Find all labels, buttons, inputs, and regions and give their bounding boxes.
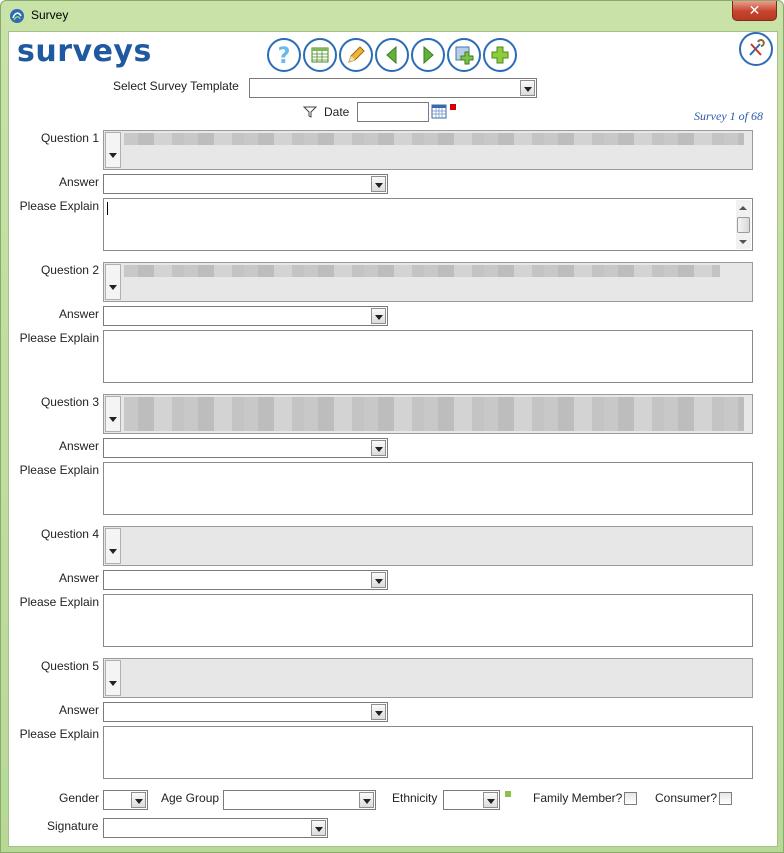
chevron-down-icon[interactable] [371,176,386,192]
gender-label: Gender [59,791,100,805]
question-text-redacted [124,397,744,415]
question-label: Question 1 [40,131,99,145]
question-text-redacted [124,265,720,277]
scroll-down-icon[interactable] [739,240,747,244]
signature-label: Signature [47,819,99,833]
explain-label: Please Explain [19,727,99,741]
filter-icon[interactable] [303,105,317,119]
chevron-down-icon[interactable] [483,792,498,808]
consumer-checkbox[interactable] [719,792,732,805]
close-form-button[interactable] [739,32,773,66]
list-view-button[interactable] [303,38,337,72]
chevron-down-icon[interactable] [105,132,121,168]
template-label: Select Survey Template [113,79,239,93]
answer-label: Answer [58,439,99,453]
ethnicity-label: Ethnicity [392,791,438,805]
question-dropdown[interactable] [103,262,753,302]
duplicate-button[interactable] [447,38,481,72]
question-dropdown[interactable] [103,394,753,434]
chevron-down-icon[interactable] [105,660,121,696]
grid-icon [309,44,331,66]
add-icon [489,44,511,66]
title-bar [1,1,783,30]
question-text-redacted [124,415,744,431]
family-member-checkbox[interactable] [624,792,637,805]
help-icon [273,44,295,66]
question-label: Question 4 [40,527,99,541]
chevron-down-icon[interactable] [371,308,386,324]
chevron-down-icon[interactable] [371,704,386,720]
help-button[interactable] [267,38,301,72]
explain-textarea[interactable] [103,198,753,251]
question-label: Question 5 [40,659,99,673]
question-label: Question 2 [40,263,99,277]
scroll-up-icon[interactable] [739,206,747,210]
explain-label: Please Explain [19,463,99,477]
previous-button[interactable] [375,38,409,72]
date-input[interactable] [357,102,429,122]
chevron-down-icon[interactable] [311,820,326,836]
back-arrow-icon [381,44,403,66]
question-text-redacted [124,133,744,145]
survey-count: Survey 1 of 68 [694,109,763,123]
explain-textarea[interactable] [103,462,753,515]
chevron-down-icon[interactable] [131,792,146,808]
required-marker [450,104,456,110]
explain-label: Please Explain [19,199,99,213]
forward-arrow-icon [417,44,439,66]
chevron-down-icon[interactable] [371,440,386,456]
add-button[interactable] [483,38,517,72]
add-copy-icon [453,44,475,66]
question-dropdown[interactable] [103,526,753,566]
chevron-down-icon[interactable] [105,396,121,432]
date-label: Date [324,105,350,119]
surveys-logo: surveys [17,34,152,69]
explain-label: Please Explain [19,331,99,345]
chevron-down-icon[interactable] [371,572,386,588]
chevron-down-icon[interactable] [105,264,121,300]
answer-select[interactable] [103,306,388,326]
answer-label: Answer [58,571,99,585]
answer-select[interactable] [103,438,388,458]
answer-label: Answer [58,703,99,717]
question-dropdown[interactable] [103,130,753,170]
signature-select[interactable] [103,818,328,838]
template-select[interactable] [249,78,537,98]
scroll-thumb[interactable] [737,217,750,233]
chevron-down-icon[interactable] [359,792,374,808]
question-dropdown[interactable] [103,658,753,698]
window-title: Survey [31,8,69,22]
text-caret [107,202,108,215]
calendar-icon[interactable] [431,103,447,119]
scrollbar[interactable] [736,200,751,249]
app-icon [9,8,25,24]
family-member-label: Family Member? [533,791,623,805]
svg-text:?: ? [277,44,291,66]
answer-select[interactable] [103,174,388,194]
wrench-close-icon [745,38,767,60]
age-group-label: Age Group [161,791,220,805]
pencil-icon [345,44,367,66]
gender-select[interactable] [103,790,148,810]
explain-label: Please Explain [19,595,99,609]
chevron-down-icon[interactable] [105,528,121,564]
ethnicity-select[interactable] [443,790,500,810]
explain-textarea[interactable] [103,594,753,647]
explain-textarea[interactable] [103,330,753,383]
answer-label: Answer [58,175,99,189]
consumer-label: Consumer? [655,791,718,805]
answer-label: Answer [58,307,99,321]
explain-textarea[interactable] [103,726,753,779]
answer-select[interactable] [103,570,388,590]
survey-form [8,31,778,847]
chevron-down-icon[interactable] [520,80,535,96]
question-label: Question 3 [40,395,99,409]
age-group-select[interactable] [223,790,376,810]
answer-select[interactable] [103,702,388,722]
edit-button[interactable] [339,38,373,72]
next-button[interactable] [411,38,445,72]
window-close-button[interactable]: ✕ [732,1,777,21]
required-marker [505,791,511,797]
